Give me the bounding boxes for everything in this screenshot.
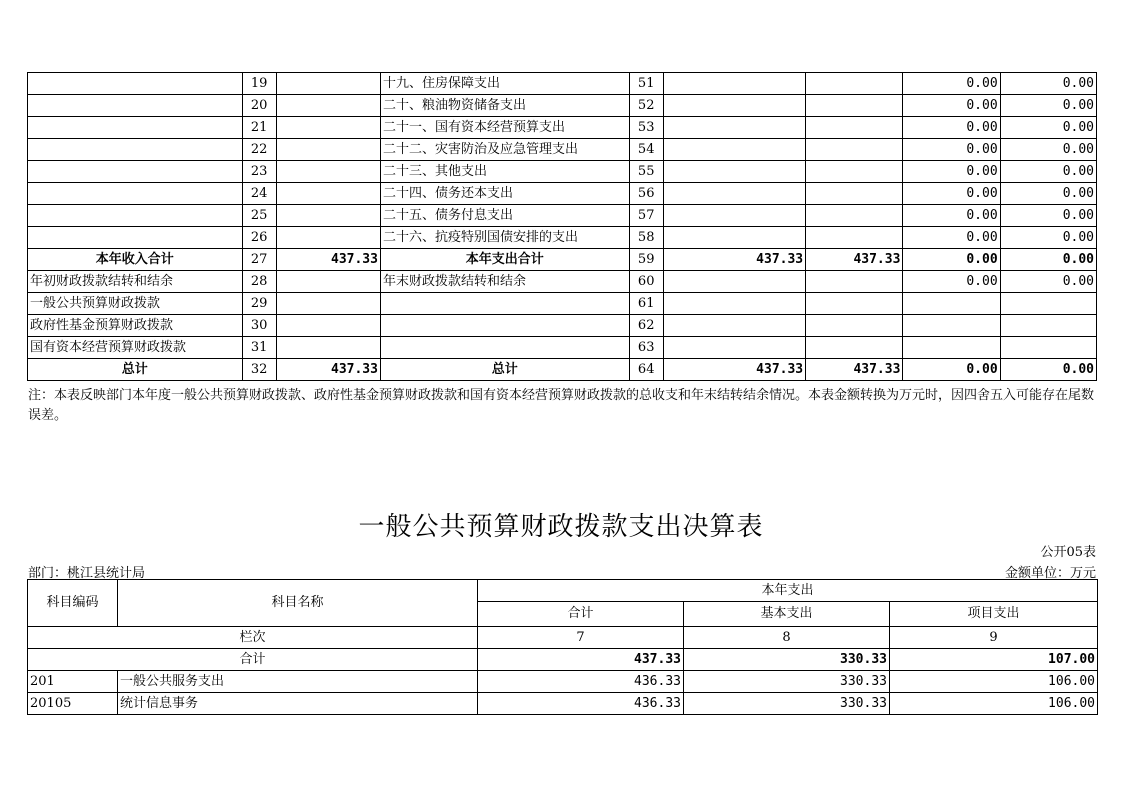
table-cell — [1000, 293, 1096, 315]
table-cell — [28, 161, 243, 183]
cell-basic: 330.33 — [684, 671, 890, 693]
table-cell: 0.00 — [903, 139, 1000, 161]
table-cell — [28, 205, 243, 227]
lanci-label: 栏次 — [28, 627, 478, 649]
table-cell — [806, 271, 903, 293]
header-name: 科目名称 — [118, 580, 478, 627]
table-cell: 0.00 — [1000, 271, 1096, 293]
table-cell: 0.00 — [1000, 95, 1096, 117]
table-cell — [380, 315, 629, 337]
table-row — [28, 227, 1097, 249]
table-cell — [806, 161, 903, 183]
table-row — [28, 671, 1098, 693]
table-cell: 29 — [242, 293, 276, 315]
table-cell — [380, 337, 629, 359]
table-cell: 0.00 — [903, 271, 1000, 293]
table-cell: 62 — [629, 315, 663, 337]
table-row — [28, 95, 1097, 117]
table-cell — [663, 161, 805, 183]
table-cell: 0.00 — [903, 73, 1000, 95]
table-cell — [276, 183, 380, 205]
table-cell — [28, 139, 243, 161]
table-cell: 0.00 — [903, 183, 1000, 205]
table-cell: 437.33 — [663, 249, 805, 271]
table-cell: 0.00 — [1000, 183, 1096, 205]
table-cell — [806, 293, 903, 315]
table-row — [28, 139, 1097, 161]
table-cell — [1000, 315, 1096, 337]
table-cell — [276, 293, 380, 315]
table-note: 注：本表反映部门本年度一般公共预算财政拨款、政府性基金预算财政拨款和国有资本经营预算财政拨款的总收支和年末结转结余情况。本表金额转换为万元时，因四舍五入可能存在尾数误差。 — [28, 388, 1095, 423]
table-cell: 一般公共预算财政拨款 — [28, 293, 243, 315]
table-cell — [806, 315, 903, 337]
table-row — [28, 249, 1097, 271]
table-cell: 32 — [242, 359, 276, 381]
table-row — [28, 73, 1097, 95]
table-cell: 56 — [629, 183, 663, 205]
table-cell: 总计 — [380, 359, 629, 381]
table-cell — [663, 315, 805, 337]
table-cell: 二十三、其他支出 — [380, 161, 629, 183]
table-cell — [663, 139, 805, 161]
table-cell: 0.00 — [1000, 117, 1096, 139]
table-cell: 53 — [629, 117, 663, 139]
table-row — [28, 271, 1097, 293]
table-cell: 二十二、灾害防治及应急管理支出 — [380, 139, 629, 161]
unit-label: 金额单位：万元 — [1004, 566, 1096, 581]
table-cell — [276, 271, 380, 293]
table-cell: 19 — [242, 73, 276, 95]
cell-code: 201 — [28, 671, 118, 693]
table-cell: 63 — [629, 337, 663, 359]
table-cell — [276, 315, 380, 337]
table-cell: 0.00 — [1000, 139, 1096, 161]
income-expenditure-table — [27, 72, 1097, 381]
table-row — [28, 359, 1097, 381]
table-cell: 21 — [242, 117, 276, 139]
table-cell: 二十一、国有资本经营预算支出 — [380, 117, 629, 139]
table-cell: 57 — [629, 205, 663, 227]
table-cell — [806, 117, 903, 139]
table-cell: 51 — [629, 73, 663, 95]
table-cell — [806, 205, 903, 227]
table-cell: 64 — [629, 359, 663, 381]
cell-basic: 330.33 — [684, 693, 890, 715]
table-cell: 26 — [242, 227, 276, 249]
table-cell — [276, 117, 380, 139]
cell-total: 436.33 — [478, 693, 684, 715]
table-cell — [1000, 337, 1096, 359]
table-cell: 0.00 — [1000, 205, 1096, 227]
total-amount: 437.33 — [478, 649, 684, 671]
table-cell — [28, 183, 243, 205]
table-cell — [806, 183, 903, 205]
table-cell: 0.00 — [903, 205, 1000, 227]
cell-code: 20105 — [28, 693, 118, 715]
cell-project: 106.00 — [890, 693, 1098, 715]
table-cell: 437.33 — [806, 249, 903, 271]
table-cell — [28, 227, 243, 249]
table-cell — [663, 73, 805, 95]
expenditure-table — [27, 579, 1098, 715]
table-cell: 59 — [629, 249, 663, 271]
table-cell: 27 — [242, 249, 276, 271]
table-row — [28, 117, 1097, 139]
table-cell — [276, 95, 380, 117]
table-cell: 0.00 — [1000, 73, 1096, 95]
table-cell — [28, 73, 243, 95]
header-basic: 基本支出 — [684, 602, 890, 627]
table-cell — [663, 271, 805, 293]
table-cell: 0.00 — [903, 359, 1000, 381]
table-cell: 54 — [629, 139, 663, 161]
table-cell: 20 — [242, 95, 276, 117]
table-cell: 0.00 — [1000, 161, 1096, 183]
table-cell: 437.33 — [806, 359, 903, 381]
table-cell: 23 — [242, 161, 276, 183]
table-cell: 0.00 — [1000, 227, 1096, 249]
table-cell: 国有资本经营预算财政拨款 — [28, 337, 243, 359]
table-row — [28, 693, 1098, 715]
table-cell: 437.33 — [276, 359, 380, 381]
table-cell: 二十、粮油物资储备支出 — [380, 95, 629, 117]
table-row — [28, 183, 1097, 205]
table-cell: 总计 — [28, 359, 243, 381]
table-cell: 58 — [629, 227, 663, 249]
table-cell: 年初财政拨款结转和结余 — [28, 271, 243, 293]
cell-name: 一般公共服务支出 — [118, 671, 478, 693]
table-cell: 61 — [629, 293, 663, 315]
table-cell — [903, 293, 1000, 315]
table-row — [28, 161, 1097, 183]
total-label: 合计 — [28, 649, 478, 671]
table-cell — [663, 293, 805, 315]
table-cell — [276, 337, 380, 359]
header-project: 项目支出 — [890, 602, 1098, 627]
table-cell: 31 — [242, 337, 276, 359]
table-cell: 本年支出合计 — [380, 249, 629, 271]
table-cell — [806, 139, 903, 161]
table-cell: 0.00 — [903, 227, 1000, 249]
table-row — [28, 293, 1097, 315]
cell-name: 统计信息事务 — [118, 693, 478, 715]
header-total: 合计 — [478, 602, 684, 627]
table-cell: 0.00 — [903, 161, 1000, 183]
table-cell: 0.00 — [1000, 359, 1096, 381]
table-cell: 二十五、债务付息支出 — [380, 205, 629, 227]
cell-total: 436.33 — [478, 671, 684, 693]
table-cell — [903, 337, 1000, 359]
total-project: 107.00 — [890, 649, 1098, 671]
total-basic: 330.33 — [684, 649, 890, 671]
col-7: 7 — [478, 627, 684, 649]
table-cell: 二十四、债务还本支出 — [380, 183, 629, 205]
header-code: 科目编码 — [28, 580, 118, 627]
header-group: 本年支出 — [478, 580, 1098, 602]
table-cell: 28 — [242, 271, 276, 293]
table-cell — [663, 117, 805, 139]
table-cell: 437.33 — [663, 359, 805, 381]
table-cell — [663, 183, 805, 205]
table-cell — [806, 337, 903, 359]
table-cell: 55 — [629, 161, 663, 183]
table-cell — [276, 205, 380, 227]
table-cell — [276, 227, 380, 249]
table-cell: 0.00 — [903, 95, 1000, 117]
table-cell: 52 — [629, 95, 663, 117]
table-cell — [663, 205, 805, 227]
table-cell: 60 — [629, 271, 663, 293]
table-row — [28, 337, 1097, 359]
table-cell — [806, 227, 903, 249]
page-title: 一般公共预算财政拨款支出决算表 — [358, 512, 764, 542]
table-cell — [806, 73, 903, 95]
table-cell: 二十六、抗疫特别国债安排的支出 — [380, 227, 629, 249]
table-cell: 本年收入合计 — [28, 249, 243, 271]
col-9: 9 — [890, 627, 1098, 649]
table-cell: 0.00 — [903, 117, 1000, 139]
table-cell — [380, 293, 629, 315]
table-cell — [663, 227, 805, 249]
cell-project: 106.00 — [890, 671, 1098, 693]
table-cell — [28, 117, 243, 139]
expenditure-body — [28, 671, 1098, 715]
table-cell: 25 — [242, 205, 276, 227]
table-cell: 0.00 — [1000, 249, 1096, 271]
table-cell — [276, 161, 380, 183]
table-cell — [663, 337, 805, 359]
table-cell: 0.00 — [903, 249, 1000, 271]
table-cell — [806, 95, 903, 117]
table-cell — [276, 139, 380, 161]
department-label: 部门：桃江县统计局 — [28, 566, 146, 581]
table-cell — [903, 315, 1000, 337]
col-8: 8 — [684, 627, 890, 649]
table-cell: 政府性基金预算财政拨款 — [28, 315, 243, 337]
table-row — [28, 315, 1097, 337]
table-cell: 24 — [242, 183, 276, 205]
table-cell — [28, 95, 243, 117]
table-cell: 30 — [242, 315, 276, 337]
table-number: 公开05表 — [1040, 545, 1096, 560]
table-cell: 22 — [242, 139, 276, 161]
table-cell — [276, 73, 380, 95]
table-cell — [663, 95, 805, 117]
table-cell: 年末财政拨款结转和结余 — [380, 271, 629, 293]
table-row — [28, 205, 1097, 227]
income-expenditure-body — [28, 73, 1097, 381]
table-cell: 437.33 — [276, 249, 380, 271]
table-cell: 十九、住房保障支出 — [380, 73, 629, 95]
